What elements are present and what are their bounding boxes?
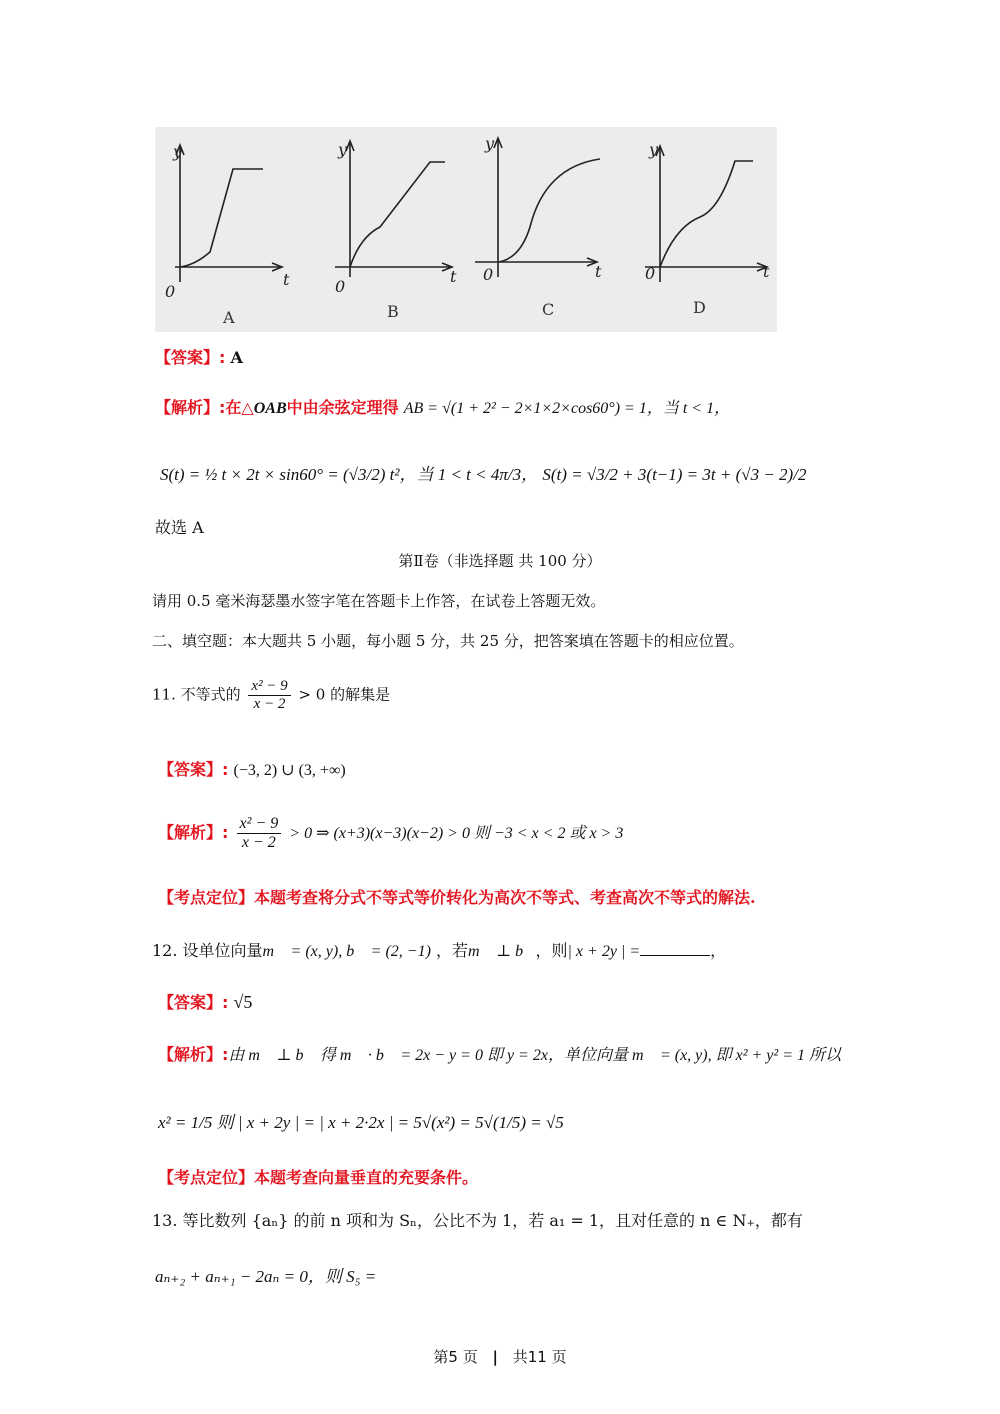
q12-perpendicular: m⃗ ⊥ b⃗ <box>468 943 536 960</box>
page-total: 共11 页 <box>512 1348 567 1366</box>
q12-analysis-line1 <box>158 1042 841 1065</box>
q12-text: 12. 设单位向量 <box>152 941 263 960</box>
graph-c-t-label: t <box>595 262 602 281</box>
graph-c <box>475 138 600 277</box>
q12-stem <box>152 938 726 961</box>
graph-d-origin: 0 <box>645 264 656 283</box>
part2-heading: 二、填空题：本大题共 5 小题，每小题 5 分，共 25 分，把答案填在答题卡的相应位置。 <box>152 632 744 650</box>
q13-line1: 13. 等比数列 {aₙ} 的前 n 项和为 Sₙ，公比不为 1，若 a₁ = 1，且对任意的 n ∈ N₊，都有 <box>152 1211 803 1230</box>
graph-b-origin: 0 <box>335 277 346 296</box>
q11-answer <box>158 757 346 780</box>
analysis-label: 【解析】: <box>155 398 226 417</box>
graph-a-origin: 0 <box>165 282 176 301</box>
q11-fraction <box>248 678 290 713</box>
answer-label: 【答案】: <box>158 760 229 779</box>
graph-options-svg <box>155 127 777 332</box>
graph-options-image <box>155 127 777 332</box>
analysis-text: x² = 1/5 则 | x + 2y | = | x + 2·2x | = 5√(x²) = 5√(1/5) = √5 <box>158 1113 564 1132</box>
q12-text: ， <box>710 941 727 960</box>
q10-analysis-line1 <box>155 395 730 418</box>
q13-line2: aₙ₊₂ + aₙ₊₁ − 2aₙ = 0，则 S₅ = <box>155 1267 377 1286</box>
key-point-label: 【考点定位】 <box>158 888 255 907</box>
graph-a-label: A <box>223 308 235 327</box>
analysis-text: > 0 ⇒ (x+3)(x−3)(x−2) > 0 则 −3 < x < 2 或 x > 3 <box>289 825 624 842</box>
condition-text: ，当 t < 1， <box>646 400 731 417</box>
q12-expression: | x + 2y | = <box>567 943 641 960</box>
key-point-text: 本题考查将分式不等式等价转化为高次不等式、考查高次不等式的解法. <box>254 888 756 907</box>
footer-separator: | <box>492 1348 498 1366</box>
graph-b-t-label: t <box>450 267 457 286</box>
q12-analysis-line2 <box>158 1108 564 1133</box>
q11-suffix: > 0 的解集是 <box>298 685 391 704</box>
q12-text: ，若 <box>436 941 469 960</box>
answer-value: (−3, 2) ∪ (3, +∞) <box>233 762 346 779</box>
graph-b-y-label: y <box>338 140 348 159</box>
q11-prefix: 11. 不等式的 <box>152 685 241 704</box>
answer-label: 【答案】: <box>155 348 226 367</box>
analysis-denominator: x − 2 <box>241 834 276 851</box>
graph-c-y-label: y <box>485 134 495 153</box>
q12-vectors: m⃗ = (x, y), b⃗ = (2, −1) <box>262 943 431 960</box>
q12-text: ，则 <box>535 941 568 960</box>
q11-stem <box>152 678 390 713</box>
analysis-text: 中由余弦定理得 <box>286 398 399 417</box>
section-title: 第Ⅱ卷（非选择题 共 100 分） <box>398 552 602 570</box>
answer-label: 【答案】: <box>158 993 229 1012</box>
graph-a-y-label: y <box>173 142 183 161</box>
q12-key-point <box>158 1165 478 1188</box>
graph-d-label: D <box>693 298 706 317</box>
analysis-label: 【解析】: <box>158 823 229 842</box>
triangle-name: OAB <box>253 400 287 417</box>
analysis-fraction <box>237 815 282 852</box>
section-instruction: 请用 0.5 毫米海瑟墨水签字笔在答题卡上作答，在试卷上答题无效。 <box>152 592 606 610</box>
graph-b <box>335 141 452 277</box>
q11-numerator: x² − 9 <box>248 678 290 696</box>
q11-analysis <box>158 815 623 852</box>
q10-conclusion: 故选 A <box>155 518 204 537</box>
q11-denominator: x − 2 <box>253 696 286 712</box>
answer-blank <box>640 941 710 956</box>
graph-d-t-label: t <box>763 262 770 281</box>
q11-key-point <box>158 885 756 908</box>
answer-value: √5 <box>233 992 253 1012</box>
graph-a <box>175 145 282 282</box>
key-point-label: 【考点定位】 <box>158 1168 255 1187</box>
area-formula: S(t) = ½ t × 2t × sin60° = (√3/2) t²，当 1 < t < 4π/3， S(t) = √3/2 + 3(t−1) = 3t + (√3 − 2)/2 <box>160 465 807 484</box>
analysis-label: 【解析】: <box>158 1045 229 1064</box>
graph-d-y-label: y <box>649 140 659 159</box>
analysis-text: 在△ <box>225 398 254 417</box>
page-number: 第5 页 <box>433 1348 478 1366</box>
cosine-law-formula: AB = √(1 + 2² − 2×1×2×cos60°) = 1 <box>403 400 647 417</box>
answer-value: A <box>230 348 243 367</box>
q10-analysis-line2 <box>160 460 806 485</box>
page-footer <box>0 1346 1000 1367</box>
graph-b-label: B <box>387 302 399 321</box>
graph-d <box>645 146 767 282</box>
graph-c-origin: 0 <box>483 265 494 284</box>
q12-answer <box>158 990 252 1013</box>
key-point-text: 本题考查向量垂直的充要条件。 <box>254 1168 479 1187</box>
q10-answer <box>155 345 243 368</box>
graph-c-label: C <box>542 300 555 319</box>
graph-a-t-label: t <box>283 270 290 289</box>
analysis-numerator: x² − 9 <box>237 815 282 834</box>
analysis-text: 由 m⃗ ⊥ b⃗ 得 m⃗ · b⃗ = 2x − y = 0 即 y = 2x，单位向量 m⃗ = (x, y), 即 x² + y² = 1 所以 <box>228 1047 841 1064</box>
